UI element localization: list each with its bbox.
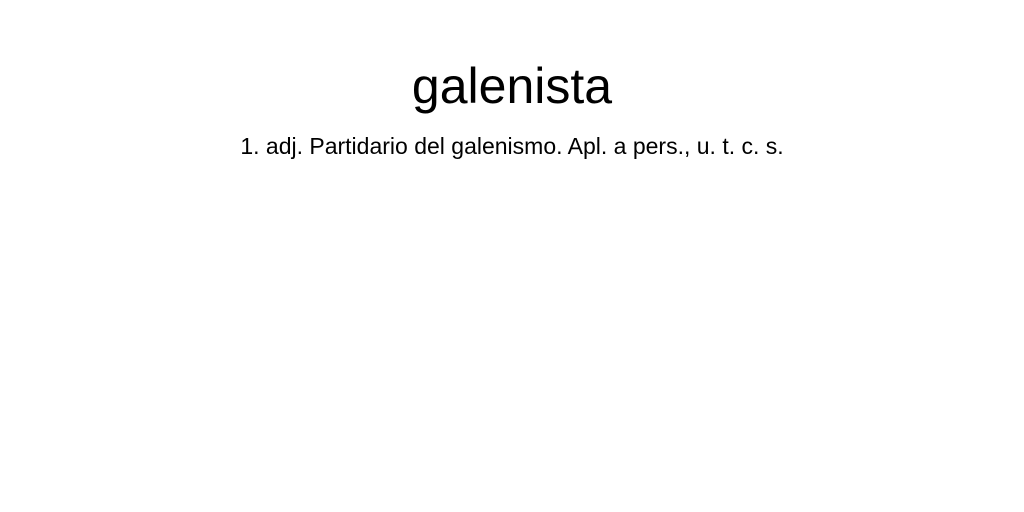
- headword: galenista: [411, 58, 613, 114]
- definition: 1. adj. Partidario del galenismo. Apl. a pers., u. t. c. s.: [240, 133, 784, 159]
